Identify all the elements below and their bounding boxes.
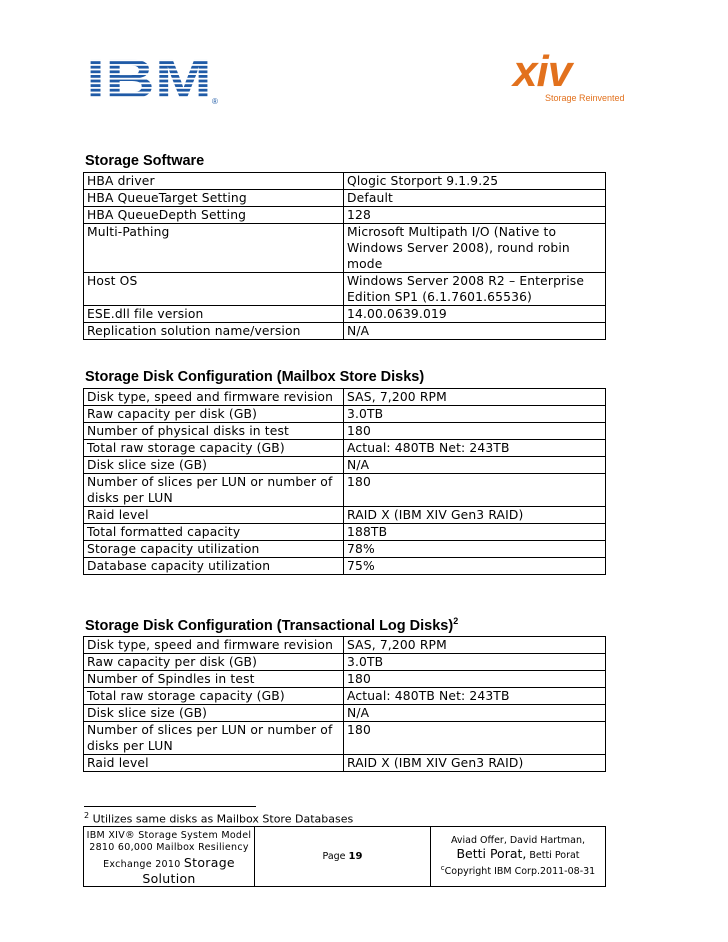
table-row xyxy=(84,207,606,224)
footer-authors-line1: Aviad Offer, David Hartman, xyxy=(450,835,586,847)
spec-label: Database capacity utilization xyxy=(84,558,344,575)
table-row xyxy=(84,722,606,755)
table-row xyxy=(84,273,606,306)
spec-value: 75% xyxy=(344,558,606,575)
table-row xyxy=(84,558,606,575)
table-row xyxy=(84,224,606,273)
spec-label: Total formatted capacity xyxy=(84,524,344,541)
spec-label: Storage capacity utilization xyxy=(84,541,344,558)
spec-value: Windows Server 2008 R2 – Enterprise Edition SP1 (6.1.7601.65536) xyxy=(344,273,606,306)
spec-value: 3.0TB xyxy=(344,406,606,423)
page-footer xyxy=(83,826,606,887)
table-row xyxy=(84,306,606,323)
table-row xyxy=(84,423,606,440)
table-row xyxy=(84,440,606,457)
spec-label: ESE.dll file version xyxy=(84,306,344,323)
table-row xyxy=(84,323,606,340)
section-title-storage-software: Storage Software xyxy=(85,153,205,169)
spec-value: 180 xyxy=(344,423,606,440)
table-row xyxy=(84,474,606,507)
spec-label: Number of Spindles in test xyxy=(84,671,344,688)
footer-page-label: Page xyxy=(322,851,346,862)
footer-page-number xyxy=(255,827,431,887)
footnote-number: 2 xyxy=(84,811,90,820)
mailbox-disks-table xyxy=(83,388,606,575)
footnote xyxy=(84,811,353,826)
spec-label: Disk slice size (GB) xyxy=(84,705,344,722)
footer-authors-line2-small: Betti Porat xyxy=(529,850,580,862)
spec-label: Raw capacity per disk (GB) xyxy=(84,654,344,671)
spec-value: Actual: 480TB Net: 243TB xyxy=(344,688,606,705)
spec-value: 14.00.0639.019 xyxy=(344,306,606,323)
spec-value: 180 xyxy=(344,722,606,755)
spec-value: RAID X (IBM XIV Gen3 RAID) xyxy=(344,507,606,524)
ibm-logo xyxy=(86,52,226,112)
spec-value: SAS, 7,200 RPM xyxy=(344,389,606,406)
table-row xyxy=(84,457,606,474)
footer-doc-line1: IBM XIV® Storage System Model xyxy=(86,829,252,841)
registered-mark: ® xyxy=(212,97,218,106)
table-row xyxy=(84,705,606,722)
spec-label: Raw capacity per disk (GB) xyxy=(84,406,344,423)
spec-label: Total raw storage capacity (GB) xyxy=(84,688,344,705)
spec-value: Default xyxy=(344,190,606,207)
spec-label: Replication solution name/version xyxy=(84,323,344,340)
table-row xyxy=(84,406,606,423)
spec-label: Host OS xyxy=(84,273,344,306)
log-disks-title-footnote-ref: 2 xyxy=(453,616,459,626)
spec-label: Multi-Pathing xyxy=(84,224,344,273)
xiv-tagline: Storage Reinvented xyxy=(545,93,625,103)
footer-doc-line3-big: Storage xyxy=(183,854,235,870)
spec-label: HBA QueueDepth Setting xyxy=(84,207,344,224)
spec-label: Number of slices per LUN or number of disks per LUN xyxy=(84,474,344,507)
spec-value: N/A xyxy=(344,705,606,722)
log-disks-title-text: Storage Disk Configuration (Transactional Log Disks) xyxy=(85,617,454,634)
xiv-logo xyxy=(507,48,647,114)
table-row xyxy=(84,389,606,406)
spec-value: 188TB xyxy=(344,524,606,541)
table-row xyxy=(84,507,606,524)
footer-document-title xyxy=(84,827,255,887)
table-row xyxy=(84,173,606,190)
spec-value: 180 xyxy=(344,474,606,507)
spec-value: 3.0TB xyxy=(344,654,606,671)
spec-value: 180 xyxy=(344,671,606,688)
section-title-log-disks xyxy=(85,616,458,634)
footnote-separator xyxy=(84,806,256,807)
section-title-mailbox-disks: Storage Disk Configuration (Mailbox Store Disks) xyxy=(85,369,425,385)
spec-value: Qlogic Storport 9.1.9.25 xyxy=(344,173,606,190)
spec-label: Number of slices per LUN or number of disks per LUN xyxy=(84,722,344,755)
table-row xyxy=(84,654,606,671)
log-disks-table xyxy=(83,636,606,772)
spec-value: Microsoft Multipath I/O (Native to Windows Server 2008), round robin mode xyxy=(344,224,606,273)
spec-value: N/A xyxy=(344,323,606,340)
spec-label: HBA QueueTarget Setting xyxy=(84,190,344,207)
table-row xyxy=(84,524,606,541)
footer-authors xyxy=(431,827,606,887)
footer-copyright: Copyright IBM Corp.2011-08-31 xyxy=(444,866,596,878)
table-row xyxy=(84,541,606,558)
spec-label: Total raw storage capacity (GB) xyxy=(84,440,344,457)
spec-label: Disk slice size (GB) xyxy=(84,457,344,474)
table-row xyxy=(84,671,606,688)
table-row xyxy=(84,755,606,772)
xiv-logo-text: xiv xyxy=(513,48,572,96)
spec-value: N/A xyxy=(344,457,606,474)
spec-value: 78% xyxy=(344,541,606,558)
spec-value: RAID X (IBM XIV Gen3 RAID) xyxy=(344,755,606,772)
footer-doc-line4: Solution xyxy=(142,870,196,886)
spec-value: Actual: 480TB Net: 243TB xyxy=(344,440,606,457)
spec-label: Disk type, speed and firmware revision xyxy=(84,637,344,654)
spec-value: 128 xyxy=(344,207,606,224)
storage-software-table xyxy=(83,172,606,340)
spec-label: Raid level xyxy=(84,507,344,524)
footer-page-num: 19 xyxy=(348,851,363,862)
table-row xyxy=(84,637,606,654)
table-row xyxy=(84,190,606,207)
copyright-symbol: c xyxy=(440,864,445,873)
table-row xyxy=(84,688,606,705)
spec-label: Raid level xyxy=(84,755,344,772)
ibm-logo-text: IBM xyxy=(86,52,212,108)
footer-authors-line2-big: Betti Porat, xyxy=(456,846,527,862)
spec-label: HBA driver xyxy=(84,173,344,190)
spec-label: Number of physical disks in test xyxy=(84,423,344,440)
footnote-text: Utilizes same disks as Mailbox Store Databases xyxy=(92,812,354,826)
spec-label: Disk type, speed and firmware revision xyxy=(84,389,344,406)
spec-value: SAS, 7,200 RPM xyxy=(344,637,606,654)
footer-doc-line3-small: Exchange 2010 xyxy=(103,858,181,870)
footer-doc-line2: 2810 60,000 Mailbox Resiliency xyxy=(89,841,249,853)
